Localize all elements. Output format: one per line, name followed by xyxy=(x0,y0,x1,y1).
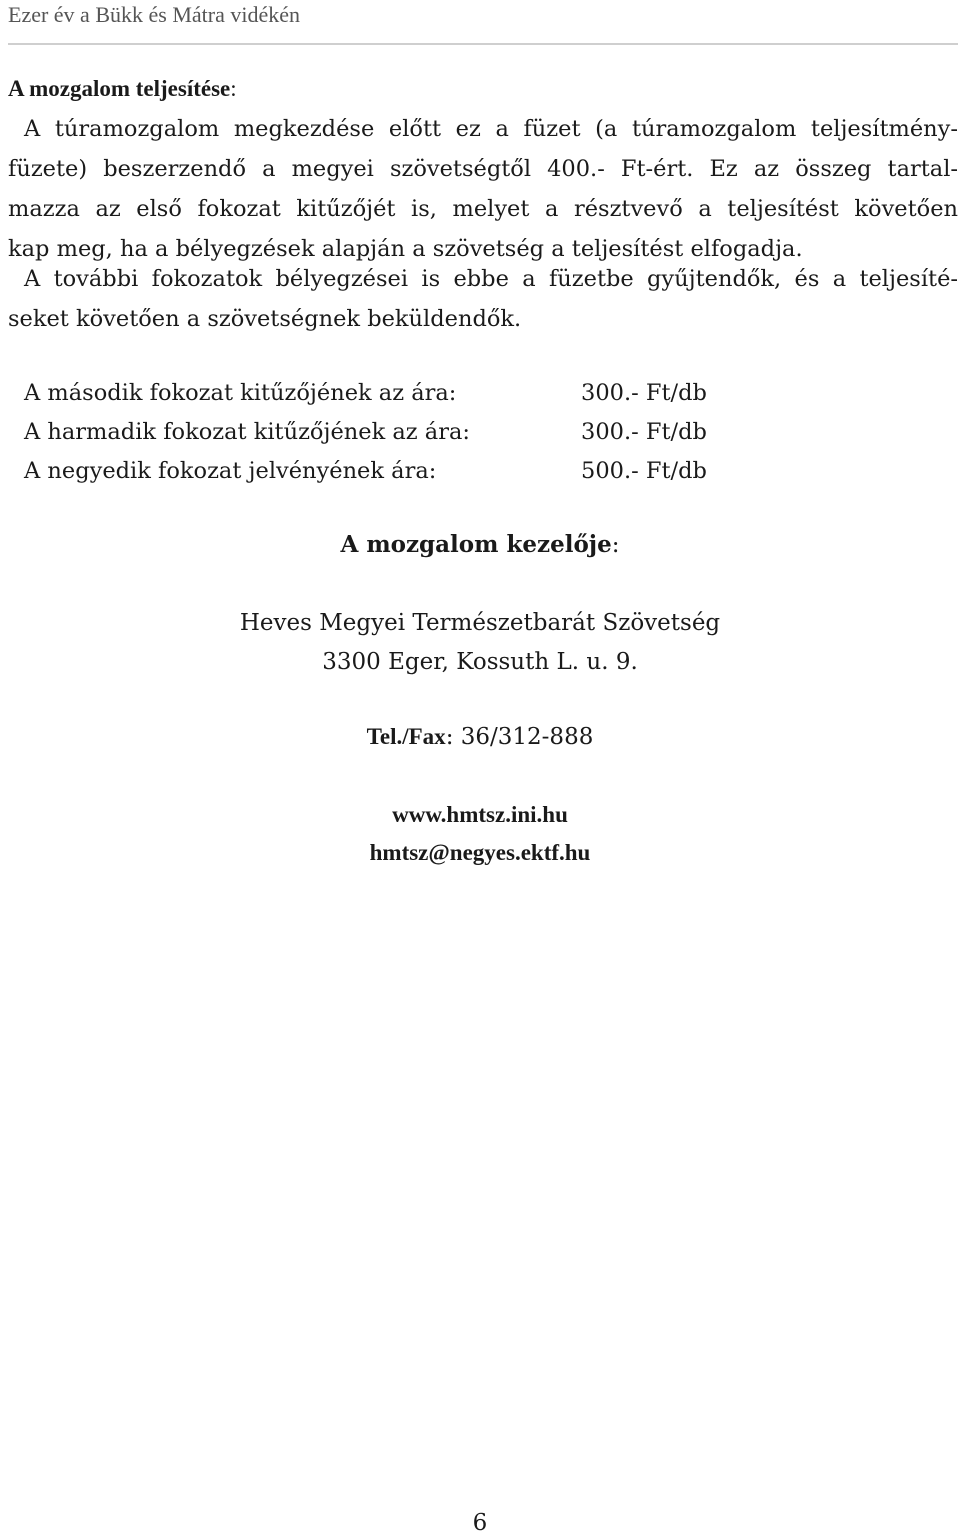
phone-number: 36/312-888 xyxy=(460,724,594,750)
price-label: A negyedik fokozat jelvényének ára: xyxy=(24,458,437,484)
paragraph-line: kap meg, ha a bélyegzések alapján a szövetség a teljesítést elfogadja. xyxy=(8,236,803,262)
manager-heading-colon: : xyxy=(611,532,620,558)
running-header-title: Ezer év a Bükk és Mátra vidékén xyxy=(8,2,300,27)
paragraph-stamps-info xyxy=(8,259,958,339)
paragraph-line: A túramozgalom megkezdése előtt ez a füzet (a túramozgalom teljesítmény- xyxy=(24,116,958,142)
price-row xyxy=(24,413,707,452)
price-value: 500.- Ft/db xyxy=(581,458,707,484)
section-heading-colon: : xyxy=(230,76,237,101)
website-link[interactable]: www.hmtsz.ini.hu xyxy=(392,802,568,827)
manager-heading xyxy=(0,528,960,562)
paragraph-line: mazza az első fokozat kitűzőjét is, melyet a résztvevő a teljesítést követően xyxy=(8,196,958,222)
header-divider xyxy=(8,43,958,45)
page-number: 6 xyxy=(472,1510,488,1536)
section-heading-text: A mozgalom teljesítése xyxy=(8,76,231,101)
phone-separator: : xyxy=(445,724,461,750)
organization-name: Heves Megyei Természetbarát Szövetség xyxy=(239,610,721,636)
price-value: 300.- Ft/db xyxy=(581,380,707,406)
organization-address: 3300 Eger, Kossuth L. u. 9. xyxy=(322,649,638,675)
manager-heading-text: A mozgalom kezelője xyxy=(340,531,612,558)
paragraph-line: seket követően a szövetségnek beküldendők. xyxy=(8,306,522,332)
price-row xyxy=(24,452,707,491)
paragraph-line: A további fokozatok bélyegzései is ebbe a füzetbe gyűjtendők, és a teljesíté- xyxy=(24,266,958,292)
phone-label: Tel./Fax xyxy=(366,724,446,749)
badge-price-list xyxy=(24,374,707,491)
price-value: 300.- Ft/db xyxy=(581,419,707,445)
price-label: A második fokozat kitűzőjének az ára: xyxy=(24,380,457,406)
paragraph-purchase-info xyxy=(8,109,958,269)
phone-fax xyxy=(0,718,960,756)
email-link[interactable]: hmtsz@negyes.ektf.hu xyxy=(369,840,591,865)
section-heading xyxy=(8,72,237,106)
paragraph-line: füzete) beszerzendő a megyei szövetségtől 400.- Ft-ért. Ez az összeg tartal- xyxy=(8,156,958,182)
price-row xyxy=(24,374,707,413)
price-label: A harmadik fokozat kitűzőjének az ára: xyxy=(24,419,470,445)
